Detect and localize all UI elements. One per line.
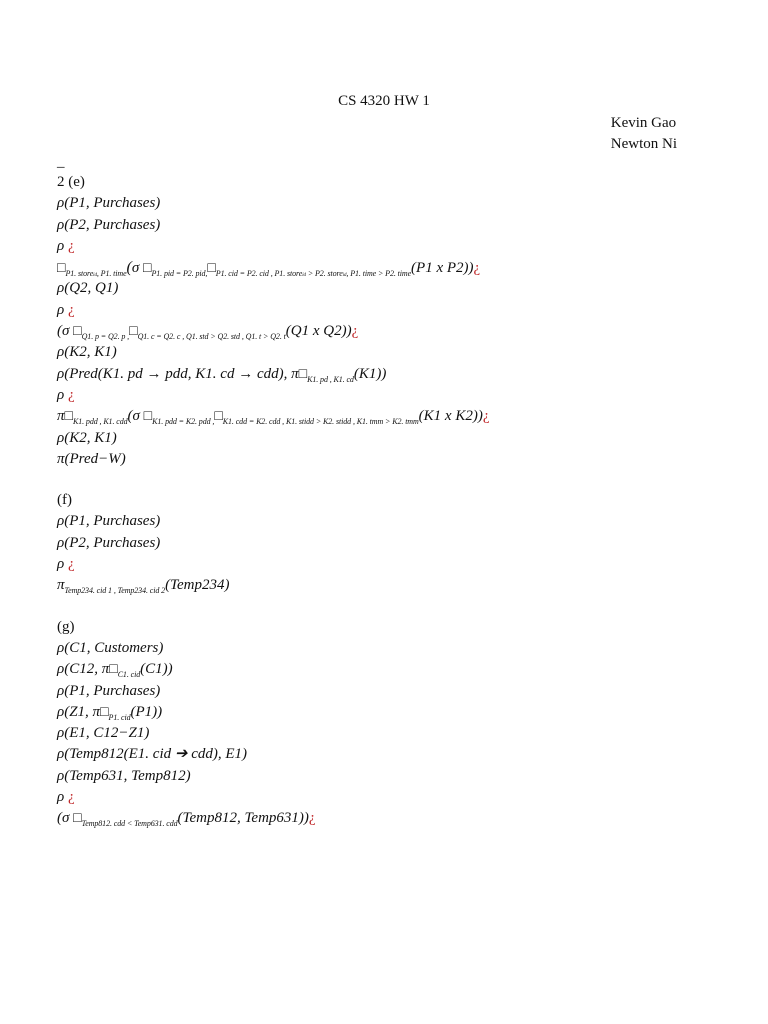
selection-expression: (σ $□_{Q1. p = Q2. p ,}□_{Q1. c = Q2. c , Q1. std > Q2. std , Q1. t > Q2. t}(Q1$ x Q2))¿ [57, 323, 359, 342]
rename-line: ρ(P2, Purchases) [57, 216, 161, 233]
rename-line: ρ(Temp812(E1. cid ➔ cdd), E1) [57, 746, 248, 763]
rename-open-line: ρ ¿ [57, 237, 75, 254]
rename-line: ρ(P1, Purchases) [57, 682, 161, 699]
rename-projection-line: ρ(C12, $\pi□_{C1. cid}(C1)$) [57, 661, 173, 680]
underscore-mark: _ [57, 154, 65, 170]
rename-open-line: ρ ¿ [57, 556, 75, 573]
rename-line: ρ(P1, Purchases) [57, 195, 161, 212]
spacer [57, 597, 737, 617]
rename-open-line: ρ ¿ [57, 301, 75, 318]
rename-line: ρ(P2, Purchases) [57, 534, 161, 551]
rename-open-line: ρ ¿ [57, 789, 75, 806]
projection-line: π(Pred−W) [57, 450, 126, 467]
rename-line: ρ(K2, K1) [57, 344, 117, 361]
section-label-g: (g) [57, 618, 75, 635]
document-title: CS 4320 HW 1 [338, 93, 430, 109]
rename-line: ρ(K2, K1) [57, 429, 117, 446]
authors-block [611, 113, 677, 155]
rename-projection-line: ρ(Z1, $\pi□_{P1. cid}(P1)$) [57, 703, 163, 722]
rename-line: ρ(Q2, Q1) [57, 280, 119, 297]
author-name: Newton Ni [610, 136, 677, 152]
projection-expression: $\pi□_{K1. pdd , K1. cdd}(\sigma$ $□_{K1. pdd = K2. pdd ,}□_{K1. cdd = K2. cdd , K1. stidd > K2. stidd , K1. tmm > K2. tmm}(K1$ x K2))¿ [57, 408, 490, 427]
selection-expression: $□_{P1. storeid, P1. time}(\sigma$ $□_{P1. pid = P2. pid,}□_{P1. cid = P2. cid , P1. storeid > P2. storeid, P1. time > P2. time}(P1$ x P2))¿ [57, 259, 481, 279]
selection-expression: (σ $□_{Temp812. cdd < Temp631. cdd}(Temp812$, Temp631))¿ [57, 810, 316, 829]
rename-projection-line: ρ(Pred(K1. pd → pdd, K1. cd → cdd), $\pi□_{K1. pd , K1. cd}(K1)$) [57, 365, 387, 384]
projection-expression: $\pi_{Temp234. cid 1 , Temp234. cid 2}(Temp234)$ [57, 577, 230, 596]
rename-open-line: ρ ¿ [57, 386, 75, 403]
rename-line: ρ(P1, Purchases) [57, 513, 161, 530]
rename-line: ρ(E1, C12−Z1) [57, 725, 150, 742]
author-name: Kevin Gao [610, 115, 677, 131]
spacer [57, 470, 737, 490]
rename-line: ρ(C1, Customers) [57, 639, 164, 656]
section-label-f: (f) [57, 492, 72, 509]
homework-content [57, 172, 737, 830]
section-label-e: 2 (e) [57, 174, 85, 190]
rename-line: ρ(Temp631, Temp812) [57, 767, 191, 784]
